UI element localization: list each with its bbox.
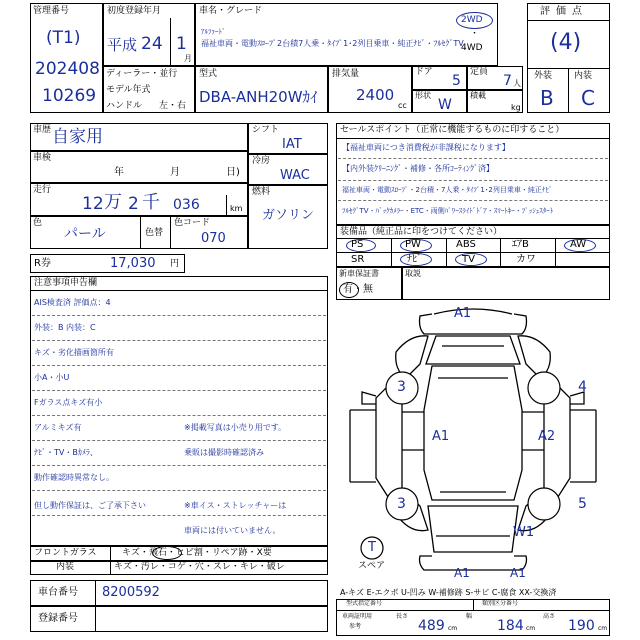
damage-left-a1: A1 [432,429,450,444]
equip-tv: TV [462,254,475,265]
damage-br-5: 5 [578,496,587,512]
mileage-box [30,183,248,216]
disp-unit: cc [398,101,407,110]
damage-bl-3: 3 [397,496,406,512]
equip-aw: AW [570,239,587,250]
shift-label: シフト [252,125,280,135]
notes-line2 [32,340,326,341]
reg-year: 24 [141,34,163,54]
shape-value: W [438,97,452,113]
width-value: 184 [497,618,524,634]
notes-rule [30,290,328,291]
note-6: アルミキズ有 [34,423,82,432]
sales-line2 [338,180,608,181]
equip-leather: カワ [516,254,536,265]
sales-p2: 【内外装ｸﾘｰﾆﾝｸﾞ・補修・各所ｺｰﾃｨﾝｸﾞ済】 [342,164,494,173]
reg-month-unit: 月 [184,54,192,63]
disp-label: 排気量 [332,69,360,79]
note-5: Fガラス点キズ有小 [34,398,103,407]
cap-unit: 人 [513,79,521,88]
note-7: ﾅﾋﾞ・TV・Bｶﾒﾗ、 [34,448,98,457]
interior-cond-label: 内装 [56,562,75,572]
shift-value: IAT [282,137,302,152]
handle-value: 左・右 [159,101,187,111]
damage-front-a1: A1 [454,306,472,321]
handle-label: ハンドル [106,101,143,111]
notes-line1 [32,315,326,316]
equip-col2 [446,238,447,267]
notes-line7 [32,465,326,466]
cap-value: 7 [503,73,512,89]
dims-col [473,599,474,610]
score-divider [568,68,569,113]
equip-col1 [391,238,392,267]
door-value: 5 [452,73,461,89]
sales-p3: 福祉車両・電動ｽﾛｰﾌﾟ・2台積・7人乗・ﾀｲﾌﾟ1･2列目乗車・純正ﾅﾋﾞ [342,186,553,194]
load-label: 積載 [470,91,486,100]
note-2: 外装：B 内装：C [34,323,96,332]
notes-line5 [32,415,326,416]
mileage-rest: 036 [173,197,200,213]
damage-rear-w1: W1 [513,525,535,540]
interior-cond-value: キズ・汚レ・コゲ・穴・スレ・キレ・破レ [114,562,285,572]
equip-abs: ABS [456,239,476,250]
stone-chip-circle [152,546,182,560]
color-change-label: 色替 [145,228,164,238]
door-label: ドア [415,67,433,77]
cap-label: 定員 [470,67,489,77]
equip-label: 装備品（純正品に印をつけてください） [340,227,503,237]
damage-br-a1: A1 [510,566,526,580]
score-label: 評価点 [540,6,588,17]
disp-value: 2400 [356,86,395,104]
model-year-label: モデル年式 [106,85,151,95]
recycle-value: 17,030 [110,256,156,271]
car-name: ｱﾙﾌｧｰﾄﾞ [201,28,226,36]
interior-grade: C [581,86,595,110]
length-unit: cm [448,625,458,632]
model-label: 型式 [199,69,218,79]
equip-ps: PS [351,239,364,250]
height-label: 高さ [543,613,556,620]
cert-label: 車両証明用 [342,613,373,620]
sales-p4: ﾌﾙｾｸﾞTV・ﾊﾞｯｸｶﾒﾗｰ・ETC・両側ﾊﾟﾜｰｽﾗｲﾄﾞﾄﾞｱ・ｽﾏｰﾄｷｰ・ﾌﾟｯｼｭｽﾀｰﾄ [342,207,554,215]
equip-pw: PW [405,239,421,250]
note-r2: 乗販は撮影時確認済み [184,448,264,457]
equip-col4 [555,238,556,267]
equip-col3 [500,238,501,267]
note-r3: ※車イス・ストレッチャーは [184,501,287,510]
damage-legend: A-キズ E-エクボ U-凹み W-補修跡 S-サビ C-腐食 XX-交換済 [340,588,557,597]
notes-line3 [32,365,326,366]
manual-label: 取説 [405,269,421,278]
sales-label: セールスポイント（正常に機能するものに印すること） [340,125,565,135]
mgmt-label: 管理番号 [33,6,70,16]
warranty-value: 有・無 [343,284,373,295]
note-r1: ※掲載写真は小売り用です。 [184,423,287,432]
notes-line4 [32,390,326,391]
reg-month: 1 [176,34,187,54]
drive-dot: ・ [470,29,480,39]
class-no-label: 類別区分番号 [482,600,519,607]
warranty-label: 新車保証書 [339,269,379,278]
note-3: キズ・劣化描画箇所有 [34,348,114,357]
note-1: AIS検査済 評価点：4 [34,298,111,307]
sales-line1 [338,158,608,159]
color-value: パール [64,226,106,242]
score-rule [527,20,610,21]
note-4: 小A・小U [34,373,70,382]
drive-4wd: 4WD [461,43,483,53]
ac-value: WAC [280,168,310,183]
insp-year: 年 [114,167,124,178]
reg-label: 初度登録年月 [107,6,162,16]
fuel-value: ガソリン [262,208,315,223]
length-label: 長さ [396,613,409,620]
color-label: 色 [33,218,43,228]
mileage-label: 走行 [33,185,52,195]
notes-label: 注意事項申告欄 [34,278,98,288]
reg-divider [170,18,171,66]
mileage-unit-divider [226,195,227,216]
ref-label: 参考 [349,623,362,630]
vehicle-damage-diagram [336,300,610,582]
usage-label: 車歴 [33,125,52,135]
recycle-box [30,254,185,273]
height-unit: cm [598,625,608,632]
model-cert-label: 型式指定番号 [346,600,383,607]
reg-era: 平成 [107,36,138,54]
car-label: 車名・グレード [199,6,263,16]
spare-mark: T [368,540,376,555]
mileage-unit: km [230,204,243,213]
chassis-value: 8200592 [102,585,160,600]
exterior-label: 外装 [534,71,553,81]
dealer-label: ディーラー・並行 [106,69,178,79]
mileage-sen-unit: 千 [142,192,160,213]
damage-right-a2: A2 [538,429,556,444]
height-value: 190 [568,618,595,634]
color-code: 070 [201,231,226,246]
note-r4: 車両には付いていません。 [184,526,281,535]
recycle-label: R券 [34,258,51,269]
mileage-sen: 2 [128,194,139,214]
fuel-label: 燃料 [252,187,271,197]
usage-value: 自家用 [52,127,103,147]
length-value: 489 [418,618,445,634]
load-unit: kg [511,103,521,112]
equip-airbag: ｴｱB [512,239,529,250]
regno-label: 登録番号 [38,613,78,624]
insp-day: 日) [226,167,240,178]
mileage-man: 12 [82,194,104,214]
chassis-label: 車台番号 [38,587,78,598]
car-grade: 福祉車両・電動ｽﾛｰﾌﾟ2台積7人乗・ﾀｲﾌﾟ1･2列目乗車・純正ﾅﾋﾞ・ﾌﾙｾｸﾞTV [201,39,464,48]
insp-month: 月 [170,167,180,178]
exterior-grade: B [540,86,554,110]
damage-tr-4: 4 [578,379,587,395]
mgmt-no2: 10269 [42,86,97,106]
spare-label: スペア [358,561,386,571]
insp-label: 車検 [33,153,52,163]
mgmt-no1: 202408 [35,59,100,79]
recycle-unit: 円 [170,259,180,269]
model-value: DBA-ANH20Wｶｲ [199,88,318,106]
width-label: 幅 [466,613,473,620]
equip-navi: ﾅﾋﾞ [407,254,422,265]
sales-p1: 【福祉車両につき消費税が非課税になります】 [342,143,510,152]
notes-line6 [32,440,326,441]
shape-label: 形状 [415,91,431,100]
sales-rule [336,138,610,139]
drive-2wd: 2WD [461,15,483,25]
score-value: (4) [550,30,582,55]
ac-label: 冷房 [252,156,271,166]
notes-line9 [32,515,326,516]
equip-sr: SR [351,254,365,265]
mileage-man-unit: 万 [104,192,122,213]
front-glass-label: フロントガラス [34,548,97,558]
damage-tl-3: 3 [397,379,406,395]
color-code-label: 色コード [174,218,211,228]
notes-line8 [32,490,326,491]
dims-rule [336,610,610,611]
note-9: 但し動作保証は、ご了承下さい [34,501,146,510]
front-glass-value: キズ・飛石・ヒビ割・リペア跡・X要 [122,548,272,558]
note-8: 動作確認時異常なし。 [34,473,114,482]
width-unit: cm [526,625,536,632]
damage-bl-a1: A1 [454,566,470,580]
color-div2 [170,216,171,249]
lot-code: (T1) [46,28,81,48]
interior-label: 内装 [574,71,593,81]
insp-box [30,151,248,183]
sales-line3 [338,200,608,201]
manual-box [402,267,610,300]
color-div1 [140,216,141,249]
